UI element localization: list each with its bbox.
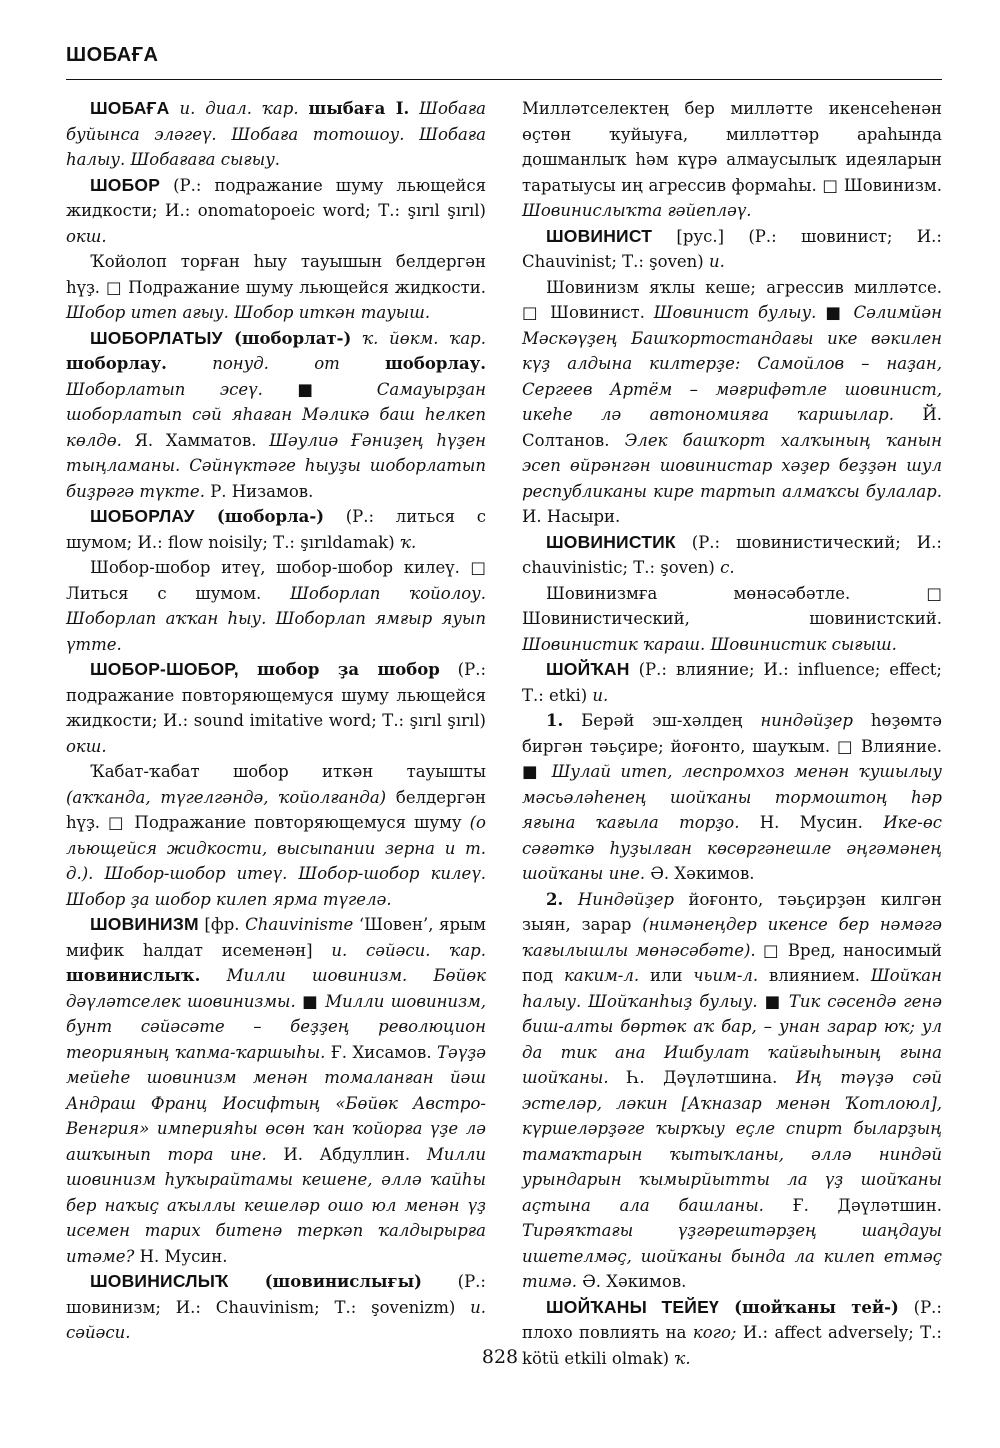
entry-text: Милли шовинизм һуҡырайтамы кешене, әллә ҡайһы бер наҡыҫ аҡыллы кешеләр ошо юл менән үҙ исемен тарих битенә теркәп ҡалдырырға итәме? bbox=[66, 1144, 487, 1266]
dictionary-entry bbox=[66, 96, 486, 173]
entry-text: ■ bbox=[302, 991, 319, 1011]
dictionary-entry bbox=[66, 173, 486, 250]
entry-text: И.: affect adversely; Т.: kötü etkili olmak) bbox=[522, 1323, 942, 1368]
headword: ШОЙҠАНЫ ТЕЙЕҮ bbox=[546, 1296, 719, 1317]
entry-text: Шоборлап ҡойолоу. Шоборлап аҡҡан һыу. Шоборлап ямғыр яуып үтте. bbox=[66, 583, 486, 654]
entry-text: Ике-өс сәғәткә һуҙылған көсөргәнешле әңгәмәнең шойҡаны ине. bbox=[522, 813, 942, 883]
entry-text: Ә. Хәкимов. bbox=[645, 864, 755, 883]
headword: ШОВИНИЗМ bbox=[90, 914, 199, 934]
entry-text: Шәулиә Ғәниҙең һүҙен тыңламаны. Сәйнүктәге һыуҙы шоборлатып биҙрәгә түкте. bbox=[66, 430, 487, 501]
entry-text: Һ. Дәүләтшина. bbox=[608, 1068, 796, 1087]
entry-paragraph bbox=[522, 708, 942, 887]
entry-text: (Р.: литься с шумом; И.: flow noisily; Т.: şırıldamak) bbox=[66, 507, 486, 552]
entry-text: (Р.: подражание шуму льющейся жидкости; И.: onomatopoeic word; Т.: şırıl şırıl) bbox=[66, 175, 486, 220]
entry-text: и. bbox=[708, 252, 725, 271]
page-number: 828 bbox=[481, 1346, 519, 1368]
dictionary-entry bbox=[66, 912, 486, 1269]
entry-text: шыбаға I. bbox=[308, 99, 410, 118]
entry-text: ҡ. bbox=[400, 532, 417, 552]
entry-text: Н. Мусин. bbox=[739, 813, 884, 832]
entry-text: [фр. bbox=[198, 915, 246, 934]
entry-text: Тик сәсендә генә биш-алты бөртөк аҡ бар, – унан зарар юҡ; ул да тик ана Ишбулат ҡайғыһының ғына шойҡаны. bbox=[522, 991, 942, 1087]
entry-text: (Р.: шовинистический; И.: chauvinistic; Т.: şoven) bbox=[522, 532, 942, 577]
entry-text: или bbox=[639, 966, 694, 985]
entry-text: ■ bbox=[522, 762, 542, 781]
entry-text: Шовинизмға мөнәсәбәтле. □ Шовинистический, шовинистский. bbox=[522, 583, 942, 628]
entry-text: (Р.: шовинизм; И.: Chauvinism; Т.: şovenizm) bbox=[66, 1272, 486, 1317]
entry-text: каким-л. bbox=[563, 966, 640, 985]
dictionary-entry bbox=[522, 530, 942, 581]
headword: ШОБОР-ШОБОР, bbox=[90, 659, 239, 679]
entry-text: 2. bbox=[546, 889, 564, 909]
entry-paragraph bbox=[66, 555, 486, 657]
entry-paragraph bbox=[66, 759, 486, 912]
entry-text: Шойҡан һалыу. Шойҡанһыҙ булыу. bbox=[522, 966, 942, 1011]
entry-text: шоборлау. bbox=[66, 354, 167, 373]
dictionary-entry bbox=[66, 657, 486, 759]
entry-text: Милләтселектең бер милләтте икенсеһенән өҫтөн ҡуйыуға, милләттәр араһында дошманлыҡ һәм күрә алмаусылыҡ идеяларын таратыусы иң агрессив формаһы. □ Шовинизм. bbox=[522, 99, 942, 195]
dictionary-entry bbox=[522, 657, 942, 708]
entry-text: белдергән һүҙ. □ Подражание повторяющемуся шуму bbox=[66, 787, 486, 832]
dictionary-entry bbox=[66, 1269, 486, 1346]
entry-paragraph bbox=[522, 275, 942, 530]
entry-text: Я. Хамматов. bbox=[121, 430, 270, 450]
entry-text: Ә. Хәкимов. bbox=[576, 1272, 687, 1291]
entry-text: Ҡабат-ҡабат шобор иткән тауышты bbox=[90, 762, 486, 781]
entry-text: Chauvinisme bbox=[245, 915, 354, 934]
entry-text: Тирәяҡтағы үҙгәрештәрҙең шаңдауы ишетелмәҫ, шойҡаны бында ла килеп етмәҫ тимә. bbox=[522, 1221, 942, 1291]
entry-text: йоғонто, тәьҫирҙән килгән зыян, зарар bbox=[522, 889, 942, 934]
entry-text: (Р.: влияние; И.: influence; effect; Т.: etki) bbox=[522, 660, 942, 705]
entry-text: Шобаға буйынса эләгеү. Шобаға тотошоу. Шобаға һалыу. Шобағаға сығыу. bbox=[66, 99, 486, 169]
entry-text: и. диал. ҡар. bbox=[169, 99, 309, 118]
entry-text: понуд. от bbox=[166, 354, 386, 373]
headword: ШОВИНИСЛЫҠ bbox=[90, 1271, 229, 1291]
entry-text: И. Насыри. bbox=[522, 507, 621, 526]
headword: ШОЙҠАН bbox=[546, 659, 630, 679]
entry-text: ҡ. йөкм. ҡар. bbox=[351, 328, 486, 348]
entry-text: (Р.: плохо повлиять на bbox=[522, 1297, 942, 1342]
entry-text: Сәлимйән Мәскәүҙең Башҡортостандағы ике вәкилен күҙ алдына килтерҙе: Самойлов – наҙан, Сергеев Артём – мәғрифәтле шовинист, икеһе лә автономияға ҡаршылар. bbox=[522, 303, 942, 424]
entry-text: Шовинистик ҡараш. Шовинистик сығыш. bbox=[522, 634, 897, 654]
entry-text: (Р.: подражание повторяющемуся шуму льющейся жидкости; И.: sound imitative word; Т.: şırıl şırıl) bbox=[66, 660, 486, 730]
entry-text: с. bbox=[720, 558, 735, 577]
entry-text: окш. bbox=[66, 736, 107, 756]
running-head: ШОБАҒА bbox=[66, 44, 159, 66]
entry-text: Элек башҡорт халҡының ҡанын эсеп өйрәнгән шовинистар хәҙер беҙҙән шул республиканы кире тартып алмаҡсы булалар. bbox=[522, 430, 943, 501]
entry-text: Шовинист булыу. bbox=[653, 303, 826, 322]
entry-text: (шоборла-) bbox=[194, 507, 324, 526]
dictionary-entry bbox=[522, 224, 942, 275]
entry-paragraph bbox=[66, 249, 486, 326]
entry-text: Ғ. Дәүләтшин. bbox=[763, 1195, 942, 1215]
entry-text: Самауырҙан шоборлатып сәй яһаған Мәликә баш һелкеп көлдө. bbox=[66, 379, 486, 450]
entry-text: Шобор-шобор итеү, шобор-шобор килеү. □ Литься с шумом. bbox=[66, 558, 486, 603]
entry-text: Ғ. Хисамов. bbox=[325, 1042, 438, 1062]
header-rule bbox=[66, 79, 942, 80]
entry-text: 1. bbox=[546, 711, 564, 730]
entry-text: Шулай итеп, леспромхоз менән ҡушылыу мәсьәләһенең шойҡаны тормоштоң һәр яғына ҡағыла торҙо. bbox=[522, 762, 942, 832]
dictionary-entry bbox=[66, 504, 486, 555]
entry-text: Шовинислыҡта ғәйепләү. bbox=[522, 201, 752, 220]
left-column bbox=[66, 96, 486, 1346]
entry-text: окш. bbox=[66, 226, 107, 246]
entry-text: Шоборлатып эсеү. bbox=[66, 379, 298, 399]
entry-text: һөҙөмтә биргән тәьҫире; йоғонто, шауҡым. □ Влияние. bbox=[522, 711, 942, 756]
entry-text: Шобор итеп ағыу. Шобор иткән тауыш. bbox=[66, 303, 431, 322]
entry-text: Тәүҙә мейеһе шовинизм менән томаланған йәш Андраш Франц Иосифтың «Бөйөк Австро-Венгрия» империяһы өсөн ҡан ҡойорға үҙе лә ашҡынып тора ине. bbox=[66, 1042, 486, 1164]
entry-text: Н. Мусин. bbox=[134, 1246, 228, 1266]
entry-paragraph bbox=[522, 887, 942, 1295]
headword: ШОБАҒА bbox=[90, 98, 170, 118]
entry-text: (аҡҡанда, түгелгәндә, ҡойолғанда) bbox=[66, 787, 387, 807]
entry-text: шоборлау. bbox=[385, 354, 486, 373]
entry-text: ҡ. bbox=[674, 1348, 691, 1368]
entry-text: Ниндәйҙер bbox=[563, 889, 674, 909]
dictionary-entry bbox=[66, 326, 486, 505]
entry-text: Р. Низамов. bbox=[204, 481, 314, 501]
entry-text: (шовинислығы) bbox=[228, 1272, 422, 1291]
entry-text: (шойҡаны тей-) bbox=[718, 1297, 899, 1317]
entry-text: Иң тәүҙә сәй эстеләр, ләкин [Аҡназар менән Ҡотлоюл], күршеләрҙәге ҡырҡыу еҫле спирт быларҙың тамаҡтарын ҡытыҡланы, әллә ниндәй урындарын ҡымырйытты ла үҙ шойҡаны аҫтына ала башланы. bbox=[522, 1068, 942, 1215]
entry-text: ■ bbox=[825, 303, 845, 322]
entry-text: (о льющейся жидкости, высыпании зерна и т. д.). Шобор-шобор итеү. Шобор-шобор килеү. Шобор ҙа шобор килеп ярма түгелә. bbox=[66, 813, 486, 909]
entry-text: Й. Солтанов. bbox=[522, 405, 942, 450]
entry-text: и. сәйәси. ҡар. bbox=[331, 940, 486, 960]
entry-text: и. bbox=[592, 685, 609, 705]
headword: ШОВИНИСТ bbox=[546, 225, 653, 246]
headword: ШОБОР bbox=[90, 174, 161, 195]
entry-text: Милли шовинизм. Бөйөк дәүләтселек шовинизмы. bbox=[66, 966, 486, 1011]
entry-text: влиянием. bbox=[758, 966, 871, 985]
headword: ШОВИНИСТИК bbox=[546, 531, 676, 552]
entry-text: ‘Шовен’, ярым мифик һалдат исеменән] bbox=[66, 915, 486, 960]
entry-text: □ Вред, наносимый под bbox=[522, 940, 942, 985]
entry-text: (шоборлат-) bbox=[222, 328, 352, 348]
entry-text: Милли шовинизм, бунт сәйәсәте – беҙҙең революцион теорияның ҡапма-ҡаршыһы. bbox=[66, 991, 486, 1062]
entry-text: ниндәйҙер bbox=[760, 711, 853, 730]
entry-text: и. сәйәси. bbox=[66, 1297, 486, 1342]
entry-text: шовинислыҡ. bbox=[66, 966, 201, 985]
entry-paragraph bbox=[522, 581, 942, 658]
entry-text: шобор ҙа шобор bbox=[238, 660, 440, 679]
entry-text: И. Абдуллин. bbox=[266, 1144, 427, 1164]
right-column bbox=[522, 96, 942, 1371]
entry-paragraph bbox=[522, 96, 942, 224]
headword: ШОБОРЛАТЫУ bbox=[90, 327, 223, 348]
entry-text: чьим-л. bbox=[693, 966, 759, 985]
headword: ШОБОРЛАУ bbox=[90, 506, 195, 526]
entry-text: ■ bbox=[764, 991, 782, 1011]
entry-text: кого; bbox=[692, 1323, 737, 1342]
entry-text: ■ bbox=[297, 379, 343, 399]
entry-text: Берәй эш-хәлдең bbox=[563, 711, 761, 730]
entry-text: Шовинизм яҡлы кеше; агрессив милләтсе. □ Шовинист. bbox=[522, 277, 942, 322]
entry-text: [рус.] (Р.: шовинист; И.: Chauvinist; Т.: şoven) bbox=[522, 226, 942, 271]
entry-text: Ҡойолоп торған һыу тауышын белдергән һүҙ. □ Подражание шуму льющейся жидкости. bbox=[66, 252, 486, 297]
entry-text: (нимәнеңдер икенсе бер нәмәгә ҡағылышлы мөнәсәбәте). bbox=[522, 915, 942, 960]
